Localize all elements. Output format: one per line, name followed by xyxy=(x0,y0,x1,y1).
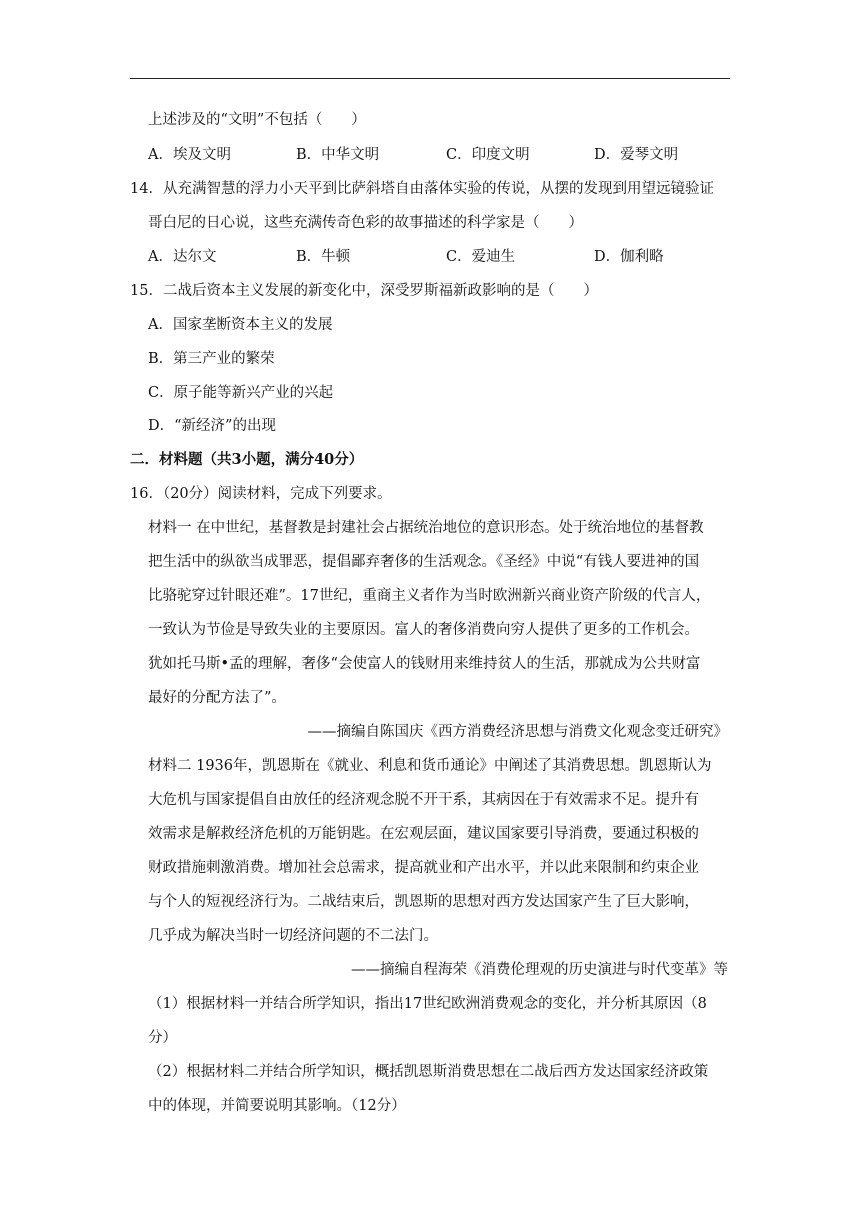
q13-stem: 上述涉及的“文明”不包括（ ） xyxy=(148,112,366,128)
q16-sub1-line1: （1）根据材料一并结合所学知识，指出17世纪欧洲消费观念的变化，并分析其原因（8 xyxy=(148,996,707,1012)
material2-source: ——摘编自程海荣《消费伦理观的历史演进与时代变革》等 xyxy=(351,962,728,978)
material1-line: 最好的分配方法了”。 xyxy=(148,690,286,706)
q14-option-a[interactable]: A．达尔文 xyxy=(148,249,217,265)
q13-option-b[interactable]: B．中华文明 xyxy=(296,147,380,163)
q14-option-d[interactable]: D．伽利略 xyxy=(594,249,664,265)
material2-line: 材料二 1936年，凯恩斯在《就业、利息和货币通论》中阐述了其消费思想。凯恩斯认为 xyxy=(148,758,712,774)
material2-line: 几乎成为解决当时一切经济问题的不二法门。 xyxy=(148,928,438,944)
material1-line: 一致认为节俭是导致失业的主要原因。富人的奢侈消费向穷人提供了更多的工作机会。 xyxy=(148,622,699,638)
q15-option-d[interactable]: D．“新经济”的出现 xyxy=(148,418,276,434)
material1-line: 材料一 在中世纪，基督教是封建社会占据统治地位的意识形态。处于统治地位的基督教 xyxy=(148,520,704,536)
q14-stem-line1: 14．从充满智慧的浮力小天平到比萨斜塔自由落体实验的传说，从摆的发现到用望远镜验证 xyxy=(130,181,714,197)
q14-stem-line2: 哥白尼的日心说，这些充满传奇色彩的故事描述的科学家是（ ） xyxy=(148,215,583,231)
material1-line: 犹如托马斯•孟的理解，奢侈“会使富人的钱财用来维持贫人的生活，那就成为公共财富 xyxy=(148,656,701,672)
material2-line: 效需求是解救经济危机的万能钥匙。在宏观层面，建议国家要引导消费，要通过积极的 xyxy=(148,826,699,842)
q15-option-a[interactable]: A．国家垄断资本主义的发展 xyxy=(148,317,333,333)
header-rule xyxy=(130,78,730,79)
q13-option-d[interactable]: D．爱琴文明 xyxy=(594,147,679,163)
material2-line: 财政措施刺激消费。增加社会总需求，提高就业和产出水平，并以此来限制和约束企业 xyxy=(148,860,699,876)
q14-option-c[interactable]: C．爱迪生 xyxy=(446,249,516,265)
q16-sub2-line2: 中的体现，并简要说明其影响。（12分） xyxy=(148,1098,406,1114)
material1-line: 把生活中的纵欲当成罪恶，提倡鄙弃奢侈的生活观念。《圣经》中说“有钱人要进神的国 xyxy=(148,554,700,570)
q13-option-a[interactable]: A．埃及文明 xyxy=(148,147,231,163)
material1-source: ——摘编自陈国庆《西方消费经济思想与消费文化观念变迁研究》 xyxy=(307,724,728,740)
q14-option-b[interactable]: B．牛顿 xyxy=(296,249,351,265)
q15-option-c[interactable]: C．原子能等新兴产业的兴起 xyxy=(148,385,334,401)
section2-heading: 二．材料题（共3小题，满分40分） xyxy=(130,451,364,468)
material2-line: 大危机与国家提倡自由放任的经济观念脱不开干系，其病因在于有效需求不足。提升有 xyxy=(148,792,699,808)
q16-sub1-line2: 分） xyxy=(148,1030,177,1046)
q13-option-c[interactable]: C．印度文明 xyxy=(446,147,530,163)
q16-sub2-line1: （2）根据材料二并结合所学知识，概括凯恩斯消费思想在二战后西方发达国家经济政策 xyxy=(148,1064,709,1080)
q15-option-b[interactable]: B．第三产业的繁荣 xyxy=(148,351,275,367)
q16-stem: 16．（20分）阅读材料，完成下列要求。 xyxy=(130,486,392,502)
material1-line: 比骆驼穿过针眼还难”。17世纪，重商主义者作为当时欧洲新兴商业资产阶级的代言人， xyxy=(148,588,711,604)
material2-line: 与个人的短视经济行为。二战结束后，凯恩斯的思想对西方发达国家产生了巨大影响， xyxy=(148,894,699,910)
q15-stem: 15．二战后资本主义发展的新变化中，深受罗斯福新政影响的是（ ） xyxy=(130,283,598,299)
